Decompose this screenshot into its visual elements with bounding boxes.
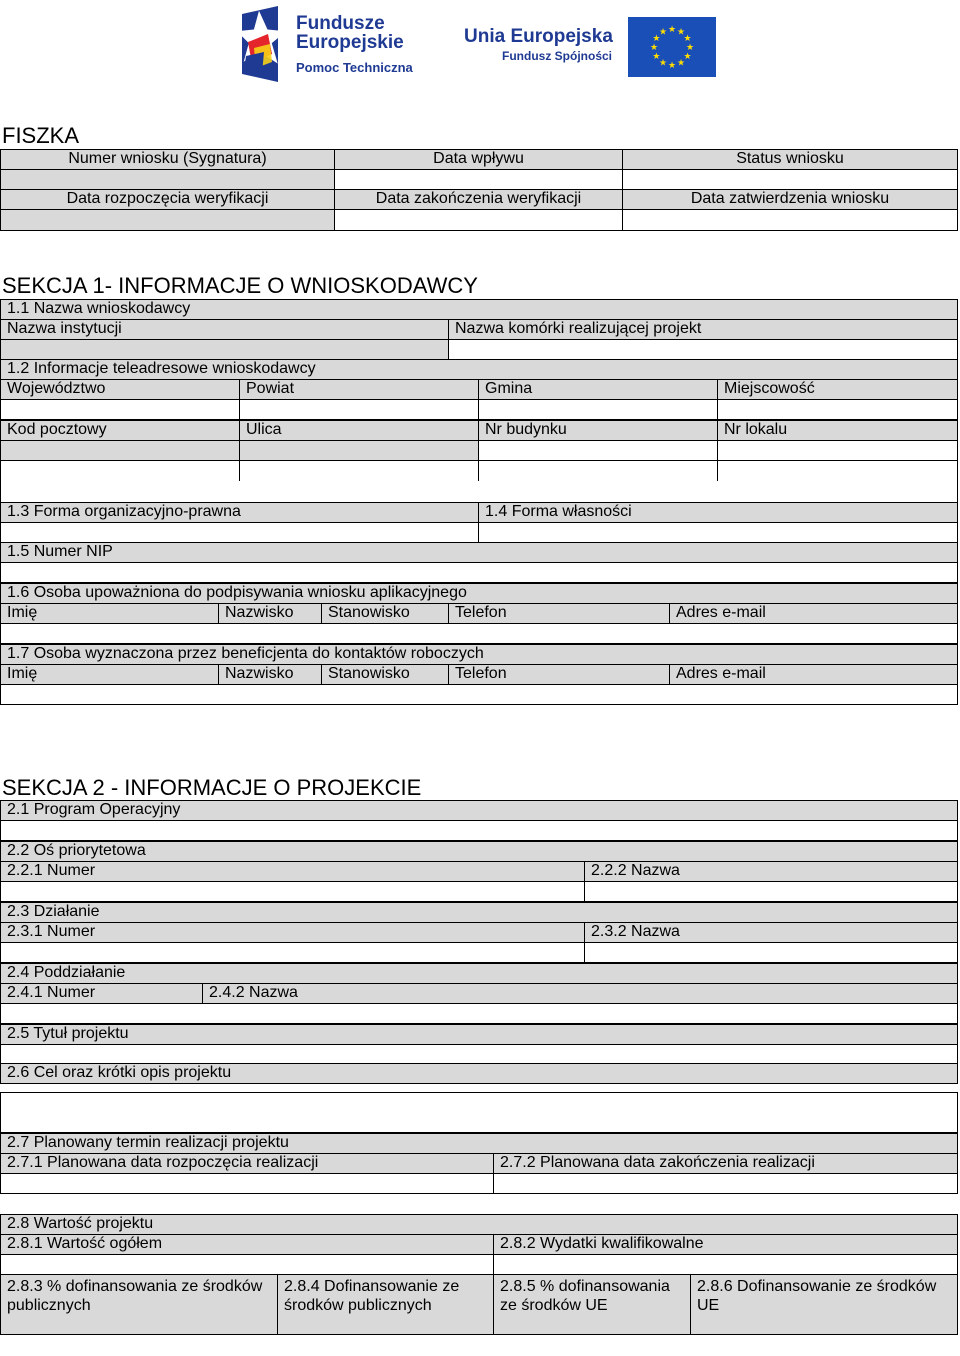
header-2-2-1: 2.2.1 Numer <box>0 861 585 882</box>
field-kod-pocztowy-2[interactable] <box>0 460 240 482</box>
field-nr-budynku[interactable] <box>478 440 718 461</box>
header-email-1-6: Adres e-mail <box>669 603 958 624</box>
header-data-zatwierdzenia: Data zatwierdzenia wniosku <box>622 189 958 210</box>
field-data-rozpoczecia-realizacji[interactable] <box>0 1173 494 1194</box>
header-2-8-2: 2.8.2 Wydatki kwalifikowalne <box>493 1234 958 1255</box>
header-stanowisko-1-6: Stanowisko <box>321 603 449 624</box>
field-osoba-kontaktowa[interactable] <box>0 684 958 705</box>
header-kod-pocztowy: Kod pocztowy <box>0 420 240 441</box>
header-data-rozpoczecia: Data rozpoczęcia weryfikacji <box>0 189 335 210</box>
field-kod-pocztowy[interactable] <box>0 440 240 461</box>
field-nr-lokalu[interactable] <box>717 440 958 461</box>
header-1-6: 1.6 Osoba upoważniona do podpisywania wniosku aplikacyjnego <box>0 583 958 604</box>
eu-star-icon: ★ <box>658 26 668 37</box>
eu-star-icon: ★ <box>676 57 686 68</box>
field-nr-budynku-2[interactable] <box>478 460 718 482</box>
ue-line1: Unia Europejska <box>464 26 613 47</box>
field-wydatki-kwalifikowalne[interactable] <box>493 1254 958 1275</box>
header-2-2-2: 2.2.2 Nazwa <box>584 861 958 882</box>
header-miejscowosc: Miejscowość <box>717 379 958 400</box>
field-data-rozpoczecia[interactable] <box>0 209 335 231</box>
header-2-8-3: 2.8.3 % dofinansowania ze środków publicznych <box>0 1274 278 1335</box>
header-1-4: 1.4 Forma własności <box>478 502 958 523</box>
field-ulica-2[interactable] <box>239 460 479 482</box>
header-ulica: Ulica <box>239 420 479 441</box>
header-gmina: Gmina <box>478 379 718 400</box>
field-status-wniosku[interactable] <box>622 169 958 190</box>
header-2-4-1: 2.4.1 Numer <box>0 983 203 1004</box>
field-osoba-upowazniona[interactable] <box>0 623 958 644</box>
field-wartosc-ogolem[interactable] <box>0 1254 494 1275</box>
header-2-7-2: 2.7.2 Planowana data zakończenia realizacji <box>493 1153 958 1174</box>
header-1-2: 1.2 Informacje teleadresowe wnioskodawcy <box>0 359 958 380</box>
fe-line1: Fundusze <box>296 13 385 34</box>
eu-star-icon: ★ <box>676 26 686 37</box>
fundusze-europejskie-emblem <box>238 4 298 84</box>
eu-star-icon: ★ <box>683 51 692 61</box>
header-nazwisko-1-6: Nazwisko <box>218 603 322 624</box>
field-nr-lokalu-2[interactable] <box>717 460 958 482</box>
eu-star-icon: ★ <box>658 57 668 68</box>
logo-unia-europejska <box>464 26 614 70</box>
header-2-8: 2.8 Wartość projektu <box>0 1214 958 1235</box>
page-title: FISZKA <box>2 123 80 148</box>
logo-fundusze-europejskie <box>238 4 418 84</box>
header-nazwisko-1-7: Nazwisko <box>218 664 322 685</box>
header-2-4: 2.4 Poddziałanie <box>0 963 958 984</box>
field-nip[interactable] <box>0 562 958 583</box>
header-2-7-1: 2.7.1 Planowana data rozpoczęcia realizacji <box>0 1153 494 1174</box>
fe-line3: Pomoc Techniczna <box>296 60 413 75</box>
eu-star-icon: ★ <box>667 24 677 34</box>
field-program-operacyjny[interactable] <box>0 820 958 841</box>
header-2-4-2: 2.4.2 Nazwa <box>202 983 958 1004</box>
fe-line2: Europejskie <box>296 32 404 53</box>
field-tytul-projektu[interactable] <box>0 1044 958 1064</box>
header-telefon-1-7: Telefon <box>448 664 670 685</box>
field-forma-organizacyjna[interactable] <box>0 522 479 543</box>
field-data-zakonczenia[interactable] <box>334 209 623 231</box>
field-powiat[interactable] <box>239 399 479 420</box>
header-imie-1-6: Imię <box>0 603 219 624</box>
header-2-7: 2.7 Planowany termin realizacji projektu <box>0 1133 958 1154</box>
header-email-1-7: Adres e-mail <box>669 664 958 685</box>
field-dzialanie-nazwa[interactable] <box>584 942 958 963</box>
header-numer-wniosku: Numer wniosku (Sygnatura) <box>0 149 335 170</box>
field-os-nazwa[interactable] <box>584 881 958 902</box>
field-wojewodztwo[interactable] <box>0 399 240 420</box>
field-poddzialanie[interactable] <box>0 1003 958 1024</box>
header-telefon-1-6: Telefon <box>448 603 670 624</box>
header-2-2: 2.2 Oś priorytetowa <box>0 841 958 862</box>
header-stanowisko-1-7: Stanowisko <box>321 664 449 685</box>
field-data-zatwierdzenia[interactable] <box>622 209 958 231</box>
header-data-zakonczenia: Data zakończenia weryfikacji <box>334 189 623 210</box>
field-data-zakonczenia-realizacji[interactable] <box>493 1173 958 1194</box>
header-2-8-6: 2.8.6 Dofinansowanie ze środków UE <box>690 1274 958 1335</box>
field-ulica[interactable] <box>239 440 479 461</box>
field-dzialanie-numer[interactable] <box>0 942 585 963</box>
header-2-6: 2.6 Cel oraz krótki opis projektu <box>0 1063 958 1084</box>
header-nazwa-komorki: Nazwa komórki realizującej projekt <box>448 319 958 340</box>
field-nazwa-komorki[interactable] <box>448 339 958 360</box>
header-1-1: 1.1 Nazwa wnioskodawcy <box>0 299 958 320</box>
eu-flag-icon <box>628 17 716 77</box>
field-nazwa-instytucji[interactable] <box>0 339 449 360</box>
section1-title: SEKCJA 1- INFORMACJE O WNIOSKODAWCY <box>2 273 478 298</box>
header-1-3: 1.3 Forma organizacyjno-prawna <box>0 502 479 523</box>
ue-line2: Fundusz Spójności <box>502 49 612 63</box>
header-2-1: 2.1 Program Operacyjny <box>0 800 958 821</box>
header-2-8-4: 2.8.4 Dofinansowanie ze środków publicznych <box>277 1274 494 1335</box>
header-nr-budynku: Nr budynku <box>478 420 718 441</box>
field-cel-opis[interactable] <box>0 1092 958 1133</box>
eu-star-icon: ★ <box>652 51 661 61</box>
field-data-wplywu[interactable] <box>334 169 623 190</box>
spacer-row <box>0 481 958 502</box>
header-1-5: 1.5 Numer NIP <box>0 542 958 563</box>
eu-star-icon: ★ <box>683 33 692 43</box>
header-2-8-1: 2.8.1 Wartość ogółem <box>0 1234 494 1255</box>
header-2-3: 2.3 Działanie <box>0 902 958 923</box>
field-forma-wlasnosci[interactable] <box>478 522 958 543</box>
header-powiat: Powiat <box>239 379 479 400</box>
header-1-7: 1.7 Osoba wyznaczona przez beneficjenta do kontaktów roboczych <box>0 644 958 665</box>
header-2-3-2: 2.3.2 Nazwa <box>584 922 958 943</box>
field-numer-wniosku[interactable] <box>0 169 335 190</box>
section2-title: SEKCJA 2 - INFORMACJE O PROJEKCIE <box>2 775 422 800</box>
header-wojewodztwo: Województwo <box>0 379 240 400</box>
eu-star-icon: ★ <box>667 60 677 70</box>
header-2-8-5: 2.8.5 % dofinansowania ze środków UE <box>493 1274 691 1335</box>
header-2-5: 2.5 Tytuł projektu <box>0 1024 958 1045</box>
header-data-wplywu: Data wpływu <box>334 149 623 170</box>
field-gmina[interactable] <box>478 399 718 420</box>
eu-star-icon: ★ <box>685 42 695 52</box>
field-miejscowosc[interactable] <box>717 399 958 420</box>
header-nr-lokalu: Nr lokalu <box>717 420 958 441</box>
header-status-wniosku: Status wniosku <box>622 149 958 170</box>
header-2-3-1: 2.3.1 Numer <box>0 922 585 943</box>
header-imie-1-7: Imię <box>0 664 219 685</box>
field-os-numer[interactable] <box>0 881 585 902</box>
eu-star-icon: ★ <box>649 42 659 52</box>
eu-star-icon: ★ <box>652 33 661 43</box>
header-nazwa-instytucji: Nazwa instytucji <box>0 319 449 340</box>
